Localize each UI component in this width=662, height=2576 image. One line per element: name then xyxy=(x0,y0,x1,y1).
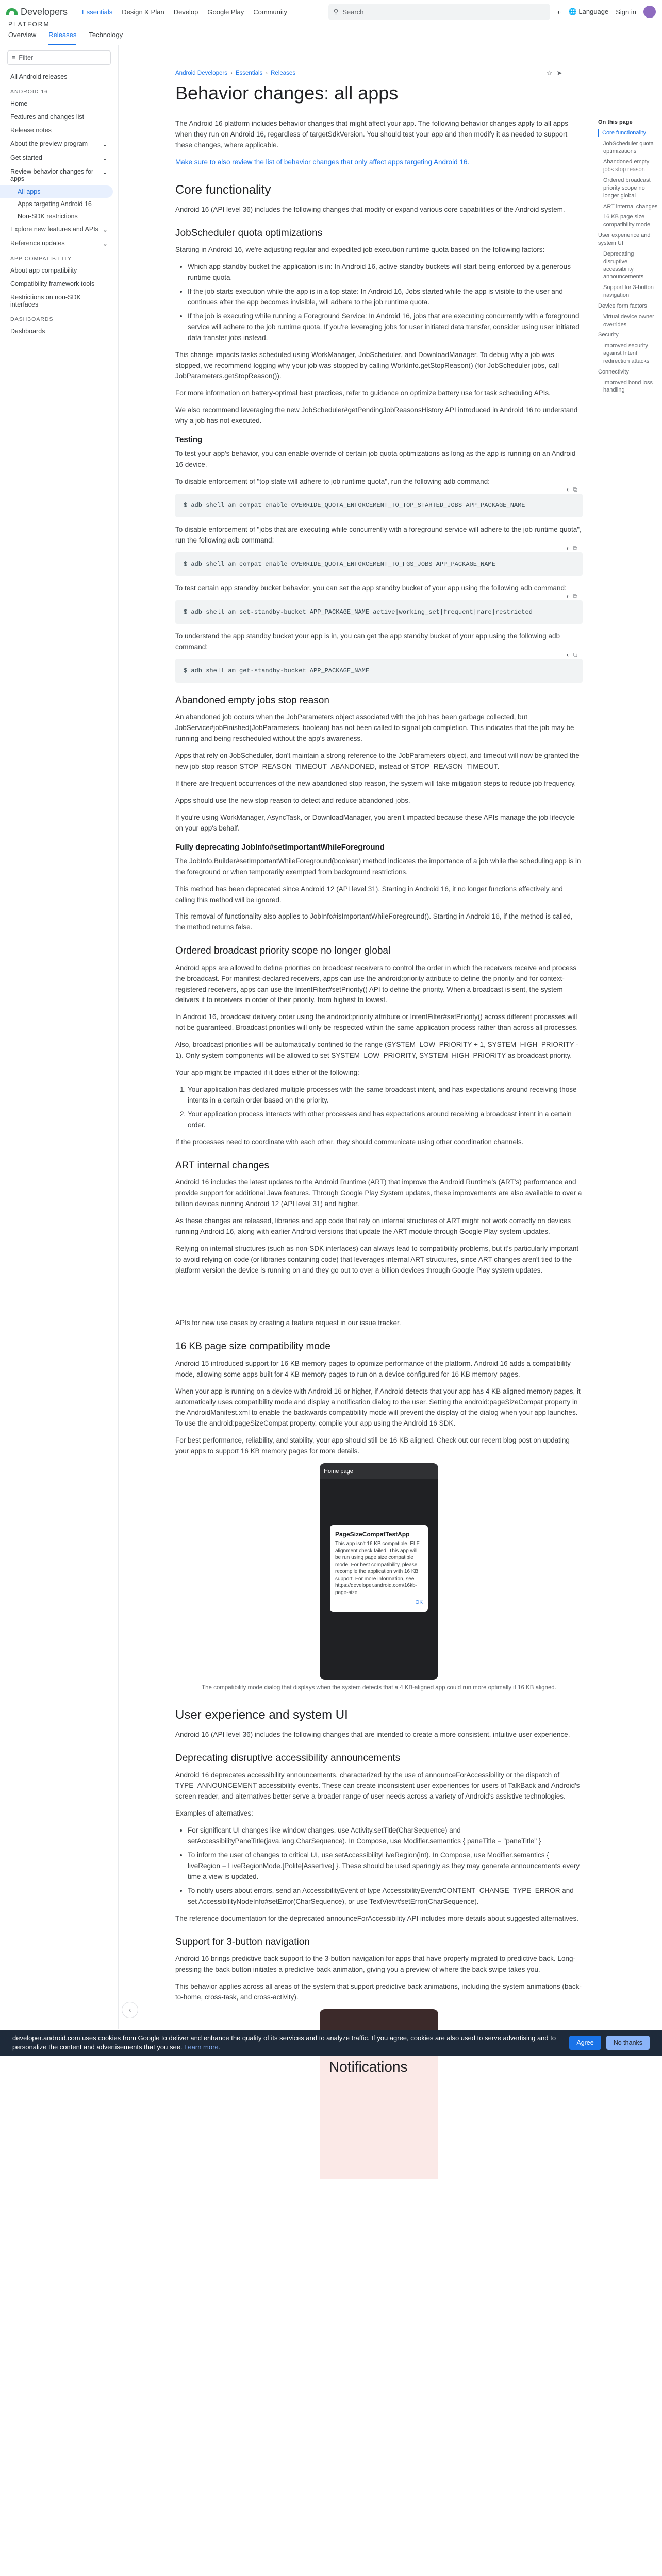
art-paragraph: Android 16 includes the latest updates to the Android Runtime (ART) that improve the Android Runtime's (ART's) performance and provide support for additional Java features. Through Google Play System updates, these improvements are also available to over a billion devices running Android 12 (API level 31) and higher. xyxy=(175,1178,582,1208)
cookie-banner xyxy=(0,2030,662,2056)
chevron-down-icon: ⌄ xyxy=(102,155,108,162)
page-title: Behavior changes: all apps xyxy=(175,82,399,104)
code-text: $ adb shell am set-standby-bucket APP_PACKAGE_NAME active|working_set|frequent|rare|restricted xyxy=(184,608,533,616)
abandoned-paragraph-4: Apps should use the new stop reason to detect and reduce abandoned jobs. xyxy=(175,796,410,804)
dark-code-icon[interactable]: ◐ xyxy=(566,486,570,494)
code-text: $ adb shell am compat enable OVERRIDE_QUOTA_ENFORCEMENT_TO_FGS_JOBS APP_PACKAGE_NAME xyxy=(184,561,495,568)
breadcrumb-releases[interactable]: Releases xyxy=(271,70,296,76)
toc-item[interactable]: Improved security against Intent redirection attacks xyxy=(603,343,650,364)
section-tabs xyxy=(0,31,131,45)
deprecate-paragraph: The JobInfo.Builder#setImportantWhileForeground(boolean) method indicates the importance of a job while the scheduling app is in the foreground or when temporarily exempted from background restrictions. xyxy=(175,857,581,876)
toc-item[interactable]: 16 KB page size compatibility mode xyxy=(603,214,651,228)
nav-community[interactable]: Community xyxy=(253,8,287,16)
16kb-paragraph: Android 15 introduced support for 16 KB memory pages to optimize performance of the platform. Android 16 adds a compatibility mode, allowing some apps built for 4 KB memory pages to run on a device configured for 16 KB memory pages. xyxy=(175,1359,571,1378)
sidebar-item-label: Dashboards xyxy=(10,328,45,335)
heading-3-button-navigation: Support for 3-button navigation xyxy=(175,1936,310,1947)
android-logo-icon xyxy=(6,8,18,15)
chevron-down-icon: ⌄ xyxy=(102,226,108,233)
art-paragraph-4: APIs for new use cases by creating a feature request in our issue tracker. xyxy=(175,1319,401,1327)
sidebar-item-features-and-changes-list[interactable] xyxy=(0,110,118,124)
list-item: • If the job starts execution while the app is in a top state: In Android 16, Jobs started while the app is visible to the user and continues after the app becomes invisible, will adhere to the job runtime quota. xyxy=(188,286,583,308)
heading-art-internal: ART internal changes xyxy=(175,1160,270,1171)
toc-title: On this page xyxy=(598,119,633,125)
language-label: Language xyxy=(578,8,609,15)
nav-essentials[interactable]: Essentials xyxy=(82,8,113,16)
toc-item[interactable]: Abandoned empty jobs stop reason xyxy=(603,159,650,173)
logo-text: Developers xyxy=(21,6,68,17)
testing-paragraph-4: To test certain app standby bucket behavior, you can set the app standby bucket of your app using the following adb command: xyxy=(175,584,567,592)
sidebar-item-label: Review behavior changes for apps xyxy=(10,168,94,182)
cookie-no-thanks-button[interactable]: No thanks xyxy=(606,2036,650,2050)
sidebar-item-label: Restrictions on non-SDK interfaces xyxy=(10,294,81,308)
toc-item[interactable]: Connectivity xyxy=(598,368,629,375)
left-sidebar xyxy=(0,45,119,2029)
intro-link-paragraph[interactable]: Make sure to also review the list of behavior changes that only affect apps targeting Android 16. xyxy=(175,158,470,166)
nav-design-plan[interactable]: Design & Plan xyxy=(122,8,164,16)
list-item: • To notify users about errors, send an AccessibilityEvent of type AccessibilityEvent#CONTENT_CHANGE_TYPE_ERROR and set AccessibilityNodeInfo#setError(CharSequence), or use TextView#setError(CharSequence). xyxy=(188,1886,583,1907)
list-item: 2. Your application process interacts with other processes and has expectations around receiving a broadcast intent in a certain order. xyxy=(188,1109,583,1131)
notifications-screen-title: Notifications xyxy=(320,2040,438,2179)
sidebar-item-label: Features and changes list xyxy=(10,113,85,121)
search-input[interactable] xyxy=(328,4,550,20)
broadcast-paragraph-2: In Android 16, broadcast delivery order using the android:priority attribute or IntentFilter#setPriority() across different processes will not be guaranteed. Broadcast priorities will only be respected within the same application process rather than across all processes. xyxy=(175,1013,578,1032)
broadcast-paragraph-4: Your app might be impacted if it does either of the following: xyxy=(175,1069,359,1077)
copy-icon[interactable]: ⧉ xyxy=(573,592,577,600)
compat-dialog-screenshot xyxy=(320,1463,438,1680)
sidebar-filter-input[interactable] xyxy=(7,50,111,65)
sidebar-item-reference-updates[interactable] xyxy=(0,236,118,250)
language-selector[interactable]: 🌐 Language xyxy=(568,8,609,15)
toc-item[interactable]: Support for 3-button navigation xyxy=(603,284,654,299)
toc-item[interactable]: Improved bond loss handling xyxy=(603,379,653,394)
sidebar-item-label: Explore new features and APIs xyxy=(10,226,98,233)
sidebar-item-release-notes[interactable] xyxy=(0,124,118,137)
search-placeholder: Search xyxy=(342,8,364,16)
top-header xyxy=(0,0,662,45)
dark-mode-icon[interactable]: ◐ xyxy=(557,8,561,16)
sidebar-item-non-sdk-restrictions[interactable] xyxy=(0,210,118,223)
jobs-paragraph-2: This change impacts tasks scheduled using WorkManager, JobScheduler, and DownloadManager. To debug why a job was stopped, we recommend logging why your job was stopped by calling WorkInfo.getStopReason() (for JobScheduler jobs, call JobParameters.getStopReason()). xyxy=(175,350,559,380)
list-item: • For significant UI changes like window changes, use Activity.setTitle(CharSequence) and setAccessibilityPaneTitle(java.lang.CharSequence). In Compose, use Modifier.semantics { paneTitle = "paneTitle" } xyxy=(188,1825,583,1847)
sidebar-item-dashboards xyxy=(0,311,118,325)
main-content xyxy=(175,118,583,2179)
jobs-list xyxy=(188,262,583,343)
code-text: $ adb shell am get-standby-bucket APP_PACKAGE_NAME xyxy=(184,667,370,674)
sidebar-item-label: About app compatibility xyxy=(10,267,77,274)
cookie-text: developer.android.com uses cookies from Google to deliver and enhance the quality of its services and to analyze traffic. If you agree, cookies are also used to serve advertising and to personalize the content and advertisements that you see. xyxy=(12,2033,556,2051)
heading-testing: Testing xyxy=(175,435,203,445)
nav-paragraph: Android 16 brings predictive back support to the 3-button navigation for apps that have properly migrated to predictive back. Long-pressing the back button initiates a predictive back animation, giving you a preview of where the back swipe takes you. xyxy=(175,1955,575,1973)
avatar[interactable] xyxy=(643,6,656,18)
compat-dialog xyxy=(330,1525,428,1612)
code-block[interactable] xyxy=(175,545,583,576)
heading-16kb-page: 16 KB page size compatibility mode xyxy=(175,1341,330,1352)
jobs-paragraph: Starting in Android 16, we're adjusting regular and expedited job execution runtime quota based on the following factors: xyxy=(175,246,545,254)
dark-code-icon[interactable]: ◐ xyxy=(566,592,570,600)
sidebar-item-label: All Android releases xyxy=(10,73,68,80)
list-item: 1. Your application has declared multiple processes with the same broadcast intent, and has expectations around receiving those intents in a certain order based on the priority. xyxy=(188,1084,583,1106)
tab-technology[interactable]: Technology xyxy=(89,31,123,39)
abandoned-paragraph-2: Apps that rely on JobScheduler, don't maintain a strong reference to the JobParameters object, and timeout will now be granted the new job stop reason STOP_REASON_TIMEOUT_ABANDONED, instead of STOP_REASON_TIMEOUT. xyxy=(175,751,580,770)
nav-paragraph-2: This behavior applies across all areas of the system that support predictive back animations, including the system animations (back-to-home, cross-task, and cross-activity). xyxy=(175,1982,582,2001)
a11y-list xyxy=(188,1825,583,1907)
table-of-contents xyxy=(598,118,659,397)
section-core-functionality: Core functionality xyxy=(175,182,271,197)
sidebar-item-explore-new-features-and-apis[interactable] xyxy=(0,223,118,236)
heading-jobscheduler: JobScheduler quota optimizations xyxy=(175,227,323,239)
sidebar-item-label: APP COMPATIBILITY xyxy=(10,256,72,262)
art-paragraph-2: As these changes are released, libraries and app code that rely on internal structures of ART might not work correctly on devices running Android 16, along with earlier Android versions that update the ART module through Google Play system updates. xyxy=(175,1216,571,1235)
copy-icon[interactable]: ⧉ xyxy=(573,651,577,659)
toc-item[interactable]: ART internal changes xyxy=(603,203,658,210)
sidebar-item-label: All apps xyxy=(18,188,41,195)
nav-develop[interactable]: Develop xyxy=(173,8,198,16)
platform-label: PLATFORM xyxy=(8,21,50,28)
sidebar-item-dashboards[interactable] xyxy=(0,325,118,338)
filter-icon: ≡ xyxy=(12,54,16,61)
logo[interactable] xyxy=(6,7,68,18)
testing-paragraph-3: To disable enforcement of "jobs that are executing while concurrently with a foreground service will adhere to the job runtime quota", run the following adb command: xyxy=(175,526,582,545)
filter-placeholder: Filter xyxy=(19,54,34,61)
sidebar-item-review-behavior-changes-for-apps[interactable] xyxy=(0,165,118,185)
toc-item[interactable]: Security xyxy=(598,332,619,338)
a11y-paragraph-2: Examples of alternatives: xyxy=(175,1809,253,1818)
code-text: $ adb shell am compat enable OVERRIDE_QUOTA_ENFORCEMENT_TO_TOP_STARTED_JOBS APP_PACKAGE_NAME xyxy=(184,502,525,510)
jobs-paragraph-3: For more information on battery-optimal best practices, refer to guidance on optimize battery use for task scheduling APIs. xyxy=(175,389,551,397)
code-block[interactable] xyxy=(175,486,583,517)
sidebar-item-label: Apps targeting Android 16 xyxy=(18,200,92,208)
broadcast-paragraph: Android apps are allowed to define priorities on broadcast receivers to control the order in which the receivers receive and process the broadcast. For manifest-declared receivers, apps can use the android:priority attribute to define the priority and for context-registered receivers, apps can use the IntentFilter#setPriority() API to define the priority. When a broadcast is sent, the system delivers it to receivers in order of their priority, from highest to lowest. xyxy=(175,963,577,1004)
breadcrumb-essentials[interactable]: Essentials xyxy=(235,70,263,76)
art-paragraph-3: Relying on internal structures (such as non-SDK interfaces) can always lead to compatibility problems, but it's particularly important to avoid relying on code (or libraries containing code) that leverages internal ART structures, since ART changes aren't tied to the platform version the device is running on and they go out to over a billion devices through Google Play system updates. xyxy=(175,1244,579,1274)
testing-paragraph-5: To understand the app standby bucket your app is in, you can get the app standby bucket of your app using the following adb command: xyxy=(175,632,560,651)
chevron-left-icon: ‹ xyxy=(128,2006,131,2014)
intro-paragraph: The Android 16 platform includes behavior changes that might affect your app. The following behavior changes apply to all apps when they run on Android 16, regardless of targetSdkVersion. You should test your app and then modify it as needed to support these changes, where applicable. xyxy=(175,120,568,149)
dialog-body: This app isn't 16 KB compatible. ELF alignment check failed. This app will be run using page size compatible mode. For best compatibility, please recompile the application with 16 KB support. For more information, see https://developer.android.com/16kb-page-size xyxy=(335,1541,420,1596)
testing-paragraph-2: To disable enforcement of "top state will adhere to job runtime quota", run the following adb command: xyxy=(175,478,490,486)
sidebar-item-label: About the preview program xyxy=(10,140,88,147)
sidebar-item-restrictions-on-non-sdk-interfaces[interactable] xyxy=(0,291,118,311)
jobs-paragraph-4: We also recommend leveraging the new JobScheduler#getPendingJobReasonsHistory API introduced in Android 16 to understand why a job has not executed. xyxy=(175,406,578,425)
sidebar-item-label: Home xyxy=(10,100,28,107)
dialog-ok-button: OK xyxy=(415,1600,423,1606)
chevron-down-icon: ⌄ xyxy=(102,168,108,176)
testing-paragraph: To test your app's behavior, you can enable override of certain job quota optimizations as long as the app is running on an Android 16 device. xyxy=(175,450,576,469)
list-item: • To inform the user of changes to critical UI, use setAccessibilityLiveRegion(int). In Compose, use Modifier.semantics { liveRegion = LiveRegionMode.[Polite|Assertive] }. These should be used sparingly as they may generate announcements every time a view is updated. xyxy=(188,1850,583,1883)
16kb-paragraph-2: When your app is running on a device with Android 16 or higher, if Android detects that your app has 4 KB aligned memory pages, it automatically uses compatibility mode and display a notification dialog to the user. Setting the android:pageSizeCompat property in the AndroidManifest.xml to enable the backwards compatibility mode will prevent the display of the dialog when your app launches. To use the android:pageSizeCompat property, compile your app using the Android 16 SDK. xyxy=(175,1387,581,1428)
sidebar-item-label: ANDROID 16 xyxy=(10,89,48,95)
list-item: • Which app standby bucket the application is in: In Android 16, active standby buckets will start being enforced by a generous runtime quota. xyxy=(188,262,583,283)
figure-caption: The compatibility mode dialog that displays when the system detects that a 4 KB-aligned app could run more optimally if 16 KB aligned. xyxy=(202,1685,556,1691)
heading-deprecate-setimportant: Fully deprecating JobInfo#setImportantWhileForeground xyxy=(175,842,385,852)
chevron-down-icon: ⌄ xyxy=(102,240,108,247)
abandoned-paragraph: An abandoned job occurs when the JobParameters object associated with the job has been garbage collected, but JobService#jobFinished(JobParameters, boolean) has not been called to signal job completion. This indicates that the job may be running and being rescheduled without the app's awareness. xyxy=(175,713,574,743)
abandoned-paragraph-5: If you're using WorkManager, AsyncTask, or DownloadManager, you aren't impacted because these APIs manage the job lifecycle on your app's behalf. xyxy=(175,813,575,832)
section-user-experience: User experience and system UI xyxy=(175,1707,348,1722)
tab-overview[interactable]: Overview xyxy=(8,31,37,39)
broadcast-list xyxy=(188,1084,583,1131)
sidebar-item-about-app-compatibility[interactable] xyxy=(0,264,118,277)
list-item: • If the job is executing while running a Foreground Service: In Android 16, jobs that are executing concurrently with a foreground service will adhere to the job runtime quota. If you're leveraging jobs for user initiated data transfer, consider using user initiated data transfer jobs instead. xyxy=(188,311,583,344)
toc-item[interactable]: Device form factors xyxy=(598,302,647,309)
sidebar-item-label: DASHBOARDS xyxy=(10,316,54,323)
toc-item[interactable]: JobScheduler quota optimizations xyxy=(603,140,654,155)
cookie-learn-more-link[interactable]: Learn more. xyxy=(184,2043,221,2051)
sidebar-item-android-16 xyxy=(0,83,118,97)
top-nav xyxy=(82,8,287,16)
ux-paragraph: Android 16 (API level 36) includes the following changes that are intended to create a more consistent, intuitive user experience. xyxy=(175,1731,570,1739)
code-block[interactable] xyxy=(175,651,583,683)
sidebar-item-all-android-releases[interactable] xyxy=(0,70,118,83)
a11y-paragraph-3: The reference documentation for the deprecated announceForAccessibility API includes more details about suggested alternatives. xyxy=(175,1914,578,1922)
cookie-agree-button[interactable]: Agree xyxy=(569,2036,601,2050)
phone-app-bar: Home page xyxy=(320,1463,438,1479)
dark-code-icon[interactable]: ◐ xyxy=(566,545,570,552)
collapse-sidebar-button[interactable] xyxy=(122,2002,138,2018)
sidebar-item-get-started[interactable] xyxy=(0,151,118,165)
toc-item[interactable]: Virtual device owner overrides xyxy=(603,313,654,328)
bookmark-icon[interactable]: ☆ xyxy=(547,69,553,77)
toc-item[interactable]: Ordered broadcast priority scope no longer global xyxy=(603,177,651,199)
a11y-paragraph: Android 16 deprecates accessibility announcements, characterized by the use of announceForAccessibility or the dispatch of TYPE_ANNOUNCEMENT accessibility events. These can create inconsistent user experiences for users of TalkBack and Android's screen reader, and alternatives better serve a broader range of user needs across a variety of Android's assistive technologies. xyxy=(175,1771,580,1801)
code-block[interactable] xyxy=(175,592,583,624)
signin-link[interactable]: Sign in xyxy=(616,8,636,16)
sidebar-item-label: Reference updates xyxy=(10,240,65,247)
sidebar-item-compatibility-framework-tools[interactable] xyxy=(0,277,118,291)
heading-abandoned-jobs: Abandoned empty jobs stop reason xyxy=(175,694,329,706)
heading-accessibility-announcements: Deprecating disruptive accessibility announcements xyxy=(175,1753,401,1764)
sidebar-item-label: Get started xyxy=(10,154,42,161)
sidebar-item-about-the-preview-program[interactable] xyxy=(0,137,118,151)
copy-icon[interactable]: ⧉ xyxy=(573,486,577,494)
breadcrumb: Android Developers › Essentials › Releases xyxy=(175,70,296,76)
copy-icon[interactable]: ⧉ xyxy=(573,545,577,552)
breadcrumb-android-developers[interactable]: Android Developers xyxy=(175,70,228,76)
share-icon[interactable]: ➤ xyxy=(556,69,562,77)
nav-google-play[interactable]: Google Play xyxy=(207,8,244,16)
sidebar-item-all-apps[interactable] xyxy=(0,185,113,198)
dark-code-icon[interactable]: ◐ xyxy=(566,651,570,659)
toc-item[interactable]: Deprecating disruptive accessibility announcements xyxy=(603,250,644,280)
broadcast-paragraph-3: Also, broadcast priorities will be automatically confined to the range (SYSTEM_LOW_PRIORITY + 1, SYSTEM_HIGH_PRIORITY - 1). Only system components will be allowed to set SYSTEM_LOW_PRIORITY, SYSTEM_HIGH_PRIORITY as broadcast priority. xyxy=(175,1041,578,1060)
heading-ordered-broadcast: Ordered broadcast priority scope no longer global xyxy=(175,945,391,957)
sidebar-item-home[interactable] xyxy=(0,97,118,110)
sidebar-item-apps-targeting-android-16[interactable] xyxy=(0,198,118,210)
sidebar-item-label: Release notes xyxy=(10,127,52,134)
core-paragraph: Android 16 (API level 36) includes the following changes that modify or expand various core capabilities of the Android system. xyxy=(175,205,565,213)
16kb-paragraph-3: For best performance, reliability, and stability, your app should still be 16 KB aligned. Check out our recent blog post on updating your apps to support 16 KB memory pages for more details. xyxy=(175,1436,570,1455)
deprecate-paragraph-2: This method has been deprecated since Android 12 (API level 31). Starting in Android 16, it no longer functions effectively and calling this method will be ignored. xyxy=(175,885,563,904)
abandoned-paragraph-3: If there are frequent occurrences of the new abandoned stop reason, the system will take mitigation steps to reduce job frequency. xyxy=(175,779,576,787)
sidebar-item-label: Non-SDK restrictions xyxy=(18,213,78,220)
sidebar-item-app-compatibility xyxy=(0,250,118,264)
deprecate-paragraph-3: This removal of functionality also applies to JobInfo#isImportantWhileForeground(). Starting in Android 16, if the method is called, the method returns false. xyxy=(175,912,573,931)
broadcast-paragraph-5: If the processes need to coordinate with each other, they should communicate using other coordination channels. xyxy=(175,1138,524,1146)
toc-item[interactable]: User experience and system UI xyxy=(598,232,651,246)
tab-releases[interactable]: Releases xyxy=(48,31,76,45)
sidebar-item-label: Compatibility framework tools xyxy=(10,280,95,287)
search-icon: ⚲ xyxy=(333,8,339,15)
dialog-title: PageSizeCompatTestApp xyxy=(335,1531,410,1538)
chevron-down-icon: ⌄ xyxy=(102,141,108,148)
toc-item[interactable]: Core functionality xyxy=(598,129,659,137)
